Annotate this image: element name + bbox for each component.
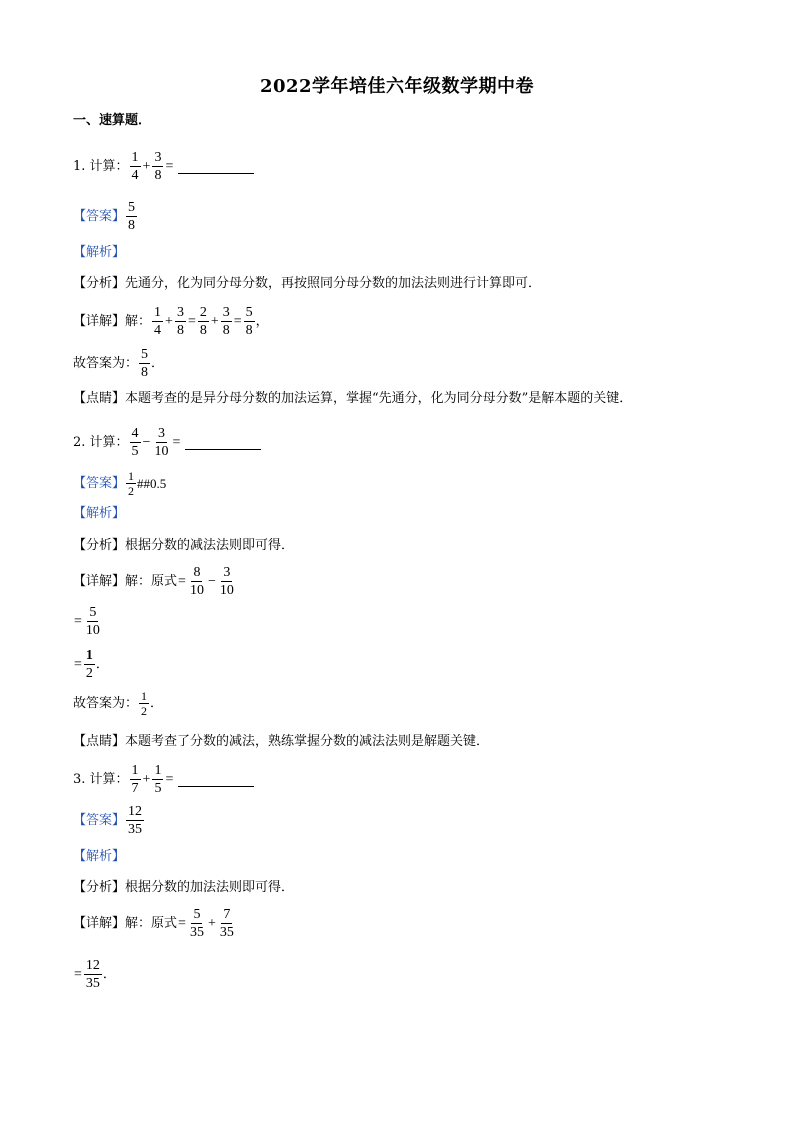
- fraction: 12 35: [128, 804, 143, 837]
- fraction: $\frac{8}{10}$: [189, 565, 204, 598]
- fraction: $\frac{3}{8}$: [176, 305, 184, 338]
- fraction: 1 7: [131, 763, 139, 796]
- comment-text: 本题考查了分数的减法，熟练掌握分数的减法法则是解题关键．: [125, 734, 490, 749]
- analysis-tag: 【解析】: [73, 506, 126, 521]
- fenxi-text: 根据分数的加法法则即可得．: [125, 880, 295, 895]
- question-label: 3. 计算：: [73, 771, 129, 787]
- answer-tag: 【答案】: [73, 812, 126, 828]
- fraction: 1 2: [141, 689, 148, 718]
- fraction: $\frac{3}{10}$: [219, 565, 234, 598]
- fenxi-tag: 【分析】: [73, 538, 126, 553]
- answer-line: [73, 804, 145, 837]
- analysis-tag: 【解析】: [73, 245, 126, 260]
- fenxi-tag: 【分析】: [73, 276, 126, 291]
- detail-tag: 【详解】: [73, 573, 126, 589]
- answer-blank: [178, 159, 254, 174]
- fraction: $\frac{5}{35}$: [189, 907, 204, 940]
- step-line: = $\frac{5}{10}$: [74, 605, 100, 638]
- fraction: $\frac{12}{35}$: [85, 958, 100, 991]
- section-heading: 一、速算题．: [73, 113, 152, 128]
- detail-line: 【详解】 解：原式 = $\frac{5}{35}$ + $\frac{7}{35}$: [73, 907, 234, 940]
- detail-tag: 【详解】: [73, 915, 126, 931]
- question-label: 1. 计算：: [73, 158, 129, 174]
- question-1: 1. 计算： 1 4 + $\frac{3}{8}$ =: [73, 150, 254, 183]
- fraction: $\frac{3}{8}$: [154, 150, 162, 183]
- fraction: 5 8: [128, 200, 136, 233]
- comment-tag: 【点睛】: [73, 391, 126, 406]
- final-answer-line: 故答案为： 1 2 ．: [73, 689, 164, 718]
- answer-line: [73, 200, 138, 233]
- comment-text: 本题考查的是异分母分数的加法运算，掌握“先通分，化为同分母分数”是解本题的关键．: [125, 391, 633, 406]
- fraction: 1 2: [128, 469, 135, 498]
- detail-line: 【详解】 解： 1 4 + $\frac{3}{8}$ = $\frac{2}{8}$ + $\frac{3}{8}$ = $\frac{5}{8}$ ，: [73, 305, 269, 338]
- fraction: $\frac{1}{2}$: [85, 648, 93, 681]
- fenxi-tag: 【分析】: [73, 880, 126, 895]
- comment-tag: 【点睛】: [73, 734, 126, 749]
- answer-blank: [185, 435, 261, 450]
- answer-tag: 【答案】: [73, 208, 126, 224]
- fraction: 1 4: [131, 150, 139, 183]
- fraction: $\frac{7}{35}$: [219, 907, 234, 940]
- analysis-tag: 【解析】: [73, 849, 126, 864]
- fenxi-text: 先通分，化为同分母分数，再按照同分母分数的加法法则进行计算即可．: [125, 276, 542, 291]
- fraction: $\frac{5}{8}$: [245, 305, 253, 338]
- detail-line: 【详解】 解：原式 = $\frac{8}{10}$ − $\frac{3}{10}$: [73, 565, 234, 598]
- answer-line: 【答案】 1 2 ##0.5: [73, 469, 167, 498]
- fenxi-line: [73, 537, 294, 555]
- answer-tag: 【答案】: [73, 475, 126, 491]
- step-line: = $\frac{1}{2}$ ．: [74, 648, 109, 681]
- fraction: 1 4: [154, 305, 162, 338]
- fraction: $\frac{3}{8}$: [222, 305, 230, 338]
- detail-tag: 【详解】: [73, 313, 126, 329]
- fraction: $\frac{3}{10}$: [154, 426, 169, 459]
- step-line: = $\frac{12}{35}$ ．: [74, 958, 116, 991]
- fraction: $\frac{2}{8}$: [199, 305, 207, 338]
- fenxi-text: 根据分数的减法法则即可得．: [125, 538, 295, 553]
- question-2: 2. 计算： 4 5 − $\frac{3}{10}$ =: [73, 426, 261, 459]
- fenxi-line: [73, 879, 294, 897]
- fraction: $\frac{1}{5}$: [154, 763, 162, 796]
- comment-line: [73, 390, 632, 408]
- final-answer-line: 故答案为： 5 8 ．: [73, 347, 165, 380]
- question-3: 3. 计算： 1 7 + $\frac{1}{5}$ =: [73, 763, 254, 796]
- fenxi-line: [73, 275, 541, 293]
- comment-line: [73, 733, 489, 751]
- answer-blank: [178, 772, 254, 787]
- question-label: 2. 计算：: [73, 434, 129, 450]
- fraction: 5 8: [141, 347, 149, 380]
- page-title: 2022学年培佳六年级数学期中卷: [259, 76, 535, 97]
- fraction: $\frac{5}{10}$: [85, 605, 100, 638]
- fraction: 4 5: [131, 426, 139, 459]
